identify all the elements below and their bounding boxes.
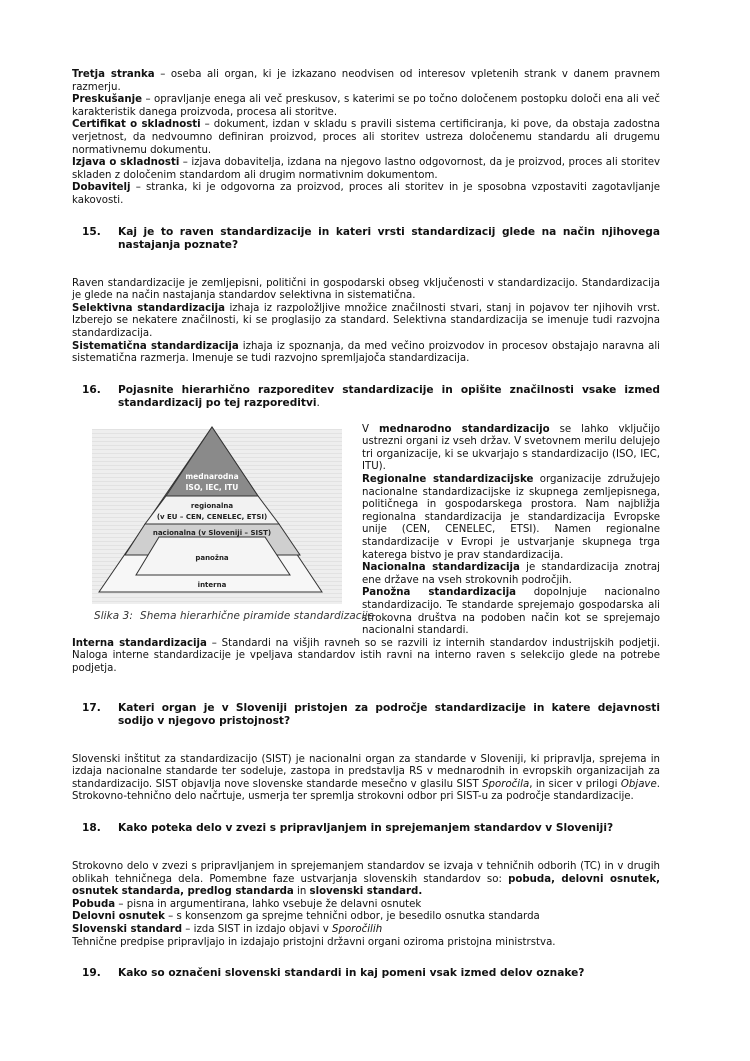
label-sector: panožna (195, 553, 229, 562)
definition-testing: Preskušanje – opravljanje enega ali več preskusov, s katerimi se po točno določenem postopku določi ena ali več karakteristik danega proizvoda, procesa ali storitve. (72, 94, 660, 118)
q15-systematic: Sistematična standardizacija izhaja iz spoznanja, da med večino proizvodov in procesov obstajajo naravna ali sistematična razmerja. Imenuje se tudi razvojno spremljajoča standardizacija. (72, 340, 660, 365)
definition-certificate: Certifikat o skladnosti – dokument, izdan v skladu s pravili sistema certificiranja, ki pove, da obstaja zadostna verjetnost, da nedvoumno definiran proizvod, proces ali storitev ustreza določenemu standardu ali drugemu normativnemu dokumentu. (72, 119, 660, 156)
definition-third-party: Tretja stranka – oseba ali organ, ki je izkazano neodvisen od interesov vpletenih strank v danem pravnem razmerju. (72, 69, 660, 93)
term: Certifikat o skladnosti (72, 119, 201, 131)
question-17 (82, 702, 660, 728)
national-paragraph: Nacionalna standardizacija je standardizacija znotraj ene države na vseh strokovnih področjih. (362, 562, 660, 586)
question-number: 17. (82, 701, 101, 714)
regional-paragraph: Regionalne standardizacijske organizacije združujejo nacionalne standardizacijske iz skupnega zemljepisnega, političnega in gospodarskega prostora. Nam najbližja regionalna standardizacija je standardizacija Evropske unije (CEN, CENELEC, ETSI). Namen regionalne standardizacije v Evropi je ustvarjanje skupnega trga katerega bistvo je prav standardizacija. (362, 474, 661, 561)
q15-intro: Raven standardizacije je zemljepisni, politični in gospodarski obseg vključenosti v standardizacijo. Standardizacija je glede na način nastajanja standardov selektivna in sistematična. (72, 277, 660, 302)
q18-pobuda: Pobuda – pisna in argumentirana, lahko vsebuje že delavni osnutek (72, 898, 422, 910)
question-19 (82, 967, 660, 980)
label-regional: regionalna (190, 501, 234, 510)
international-paragraph: V mednarodno standardizacijo se lahko vključijo ustrezni organi iz vseh držav. V svetovnem merilu delujejo tri organizacije, ki se ukvarjajo s standardizacijo (ISO, IEC, ITU). (362, 423, 660, 473)
question-16 (82, 384, 660, 410)
term: Dobavitelj (72, 182, 131, 194)
question-text: Kako poteka delo v zvezi s pripravljanjem in sprejemanjem standardov v Sloveniji? (118, 821, 614, 834)
question-number: 15. (82, 225, 101, 238)
figure-caption: Slika 3: Shema hierarhične piramide standardizacije (94, 609, 375, 622)
question-18 (82, 822, 660, 835)
sector-paragraph: Panožna standardizacija dopolnjuje nacionalno standardizacijo. Te standarde sprejemajo gospodarska ali strokovna društva na podoben način kot se sprejemajo nacionalni standardi. (362, 587, 660, 637)
question-number: 18. (82, 821, 101, 834)
figure-row (72, 424, 660, 638)
document-page (72, 69, 660, 980)
question-text: Kateri organ je v Sloveniji pristojen za področje standardizacije in katere dejavnosti sodijo v njegovo pristojnost? (118, 701, 660, 727)
term: Preskušanje (72, 94, 143, 106)
question-number: 19. (82, 967, 101, 980)
q18-intro: Strokovno delo v zvezi s pripravljanjem in sprejemanjem standardov se izvaja v tehničnih odborih (TC) in v drugih oblikah tehničnega dela. Pomembne faze ustvarjanja slovenskih standardov so: pobuda, delovni osnutek, osnutek standarda, predlog standarda in slovenski standard. (72, 860, 660, 898)
label-national: nacionalna (v Sloveniji – SIST) (152, 528, 272, 537)
term: Izjava o skladnosti (72, 157, 180, 169)
label-international-orgs: ISO, IEC, ITU (185, 482, 239, 492)
q18-technical: Tehnične predpise pripravljajo in izdajajo pristojni državni organi oziroma pristojna ministrstva. (72, 936, 556, 948)
pyramid-figure (72, 424, 375, 629)
label-regional-orgs: (v EU – CEN, CENELEC, ETSI) (156, 512, 268, 521)
question-number: 16. (82, 383, 101, 396)
definition-declaration: Izjava o skladnosti – izjava dobavitelja, izdana na njegovo lastno odgovornost, da je proizvod, proces ali storitev skladen z določenim standardom ali drugim normativnim dokumentom. (72, 157, 660, 181)
question-text: Pojasnite hierarhično razporeditev standardizacije in opišite značilnosti vsake izmed standardizacij po tej razporeditvi. (118, 383, 660, 409)
label-international: mednarodna (185, 471, 239, 481)
q17-answer: Slovenski inštitut za standardizacijo (SIST) je nacionalni organ za standarde v Sloveniji, ki pripravlja, sprejema in izdaja nacionalne standarde ter sodeluje, zastopa in predstavlja RS v mednarodnih in evropskih organizacijah za standardizacijo. SIST objavlja nove slovenske standarde mesečno v glasilu SIST Sporočila, in sicer v prilogi Objave. Strokovno-tehnično delo načrtuje, usmerja ter spremlja strokovni odbor pri SIST-u za področje standardizacije. (72, 753, 660, 803)
pyramid-diagram (92, 424, 342, 609)
q18-slovenski: Slovenski standard – izda SIST in izdajo objavi v Sporočilih (72, 923, 383, 935)
definition-supplier: Dobavitelj – stranka, ki je odgovorna za proizvod, proces ali storitev in je sposobna vzpostaviti zagotavljanje kakovosti. (72, 182, 660, 206)
q18-delovni: Delovni osnutek – s konsenzom ga sprejme tehnični odbor, je besedilo osnutka standarda (72, 911, 540, 923)
question-15 (82, 226, 660, 252)
label-internal: interna (197, 580, 227, 589)
question-text: Kako so označeni slovenski standardi in kaj pomeni vsak izmed delov oznake? (118, 967, 585, 980)
q15-selective: Selektivna standardizacija izhaja iz razpoložljive množice značilnosti stvari, stanj in pojavov ter njihovih vrst. Izberejo se nekatere značilnosti, ki se proglasijo za standard. Selektivna standardizacija se imenuje tudi razvojna standardizacija. (72, 302, 660, 339)
levels-description (362, 424, 660, 638)
internal-paragraph: Interna standardizacija – Standardi na višjih ravneh so se razvili iz internih standardov industrijskih podjetji. Naloga interne standardizacije je vpeljava standardov istih ravni na interno raven s selekcijo glede na potrebe podjetja. (72, 637, 660, 674)
term: Tretja stranka (72, 69, 155, 80)
question-text: Kaj je to raven standardizacije in kateri vrsti standardizacij glede na način njihovega nastajanja poznate? (118, 225, 660, 251)
